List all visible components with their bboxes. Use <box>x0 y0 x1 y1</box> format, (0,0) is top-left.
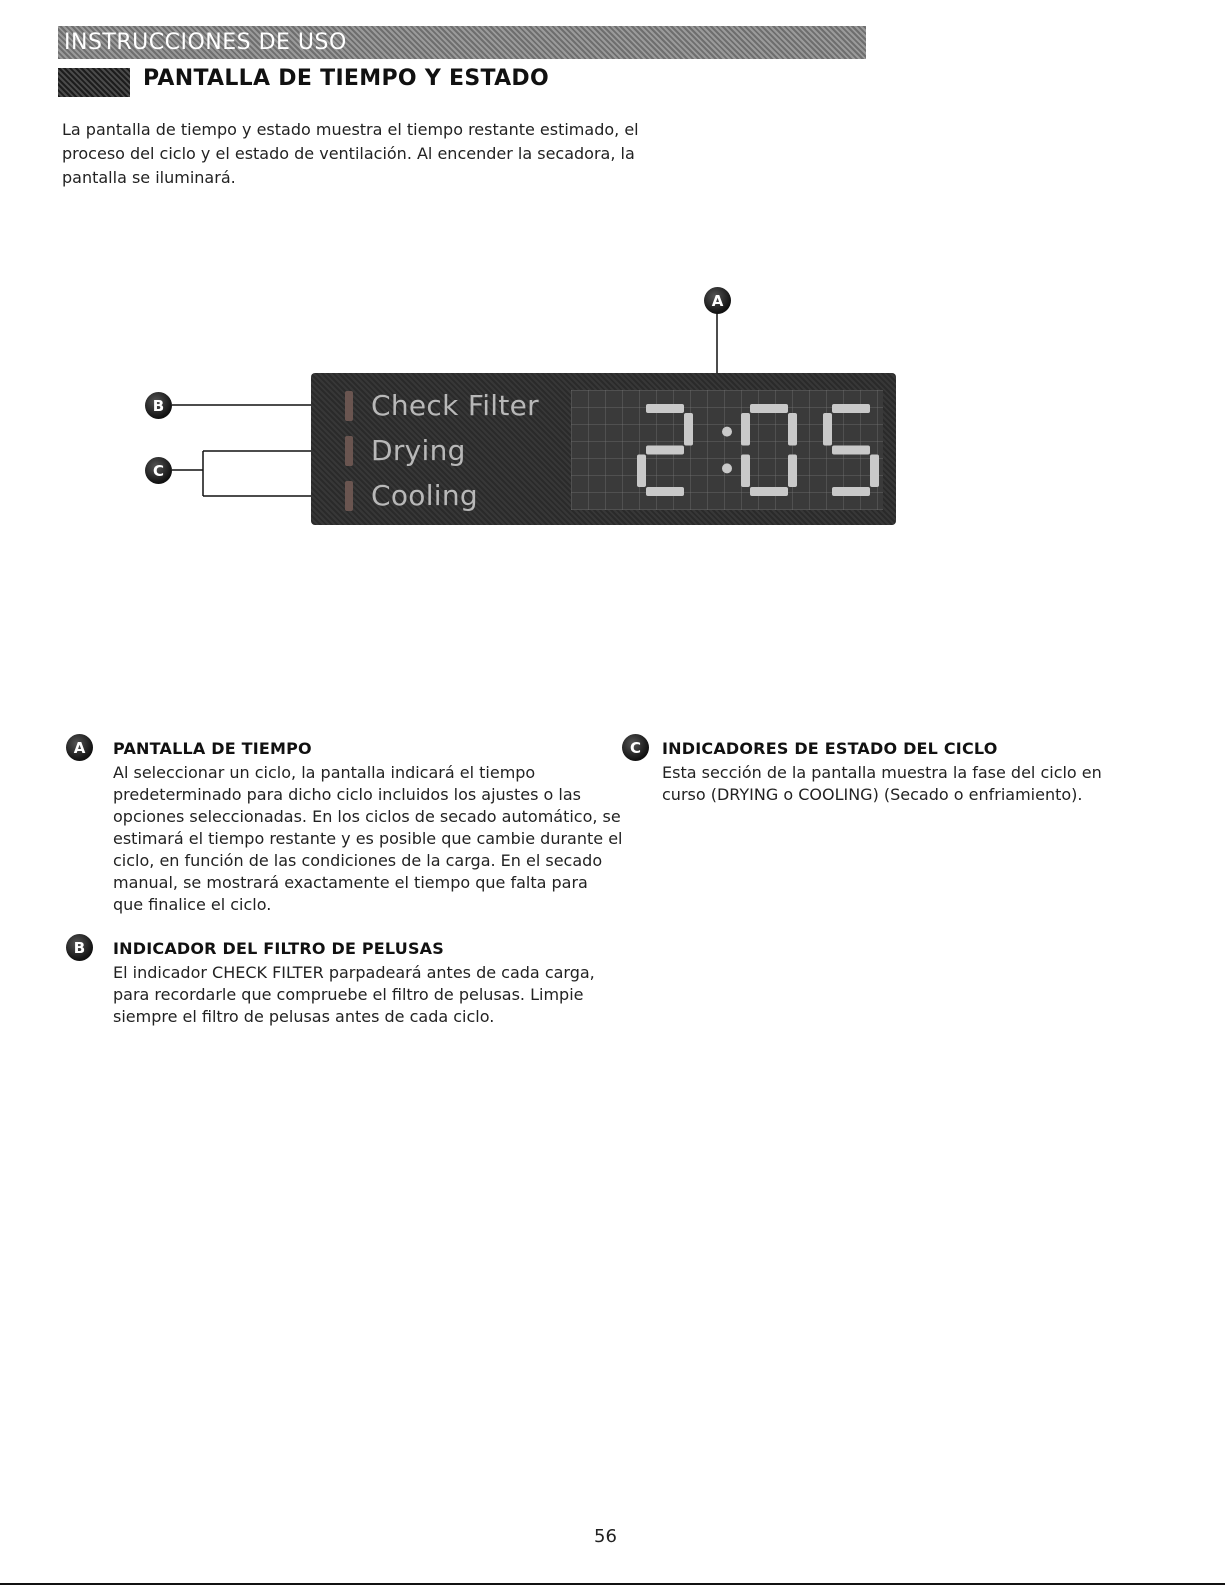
callout-a-marker: A <box>704 287 731 314</box>
drying-label: Drying <box>371 434 466 467</box>
drying-light <box>345 436 353 466</box>
digit-1-segment-c <box>788 455 797 488</box>
section-b-title: INDICADOR DEL FILTRO DE PELUSAS <box>113 939 444 958</box>
time-readout <box>571 390 883 510</box>
section-a-marker: A <box>66 734 93 761</box>
section-b <box>73 938 613 1028</box>
cooling-label: Cooling <box>371 479 478 512</box>
digit-1-segment-b <box>788 413 797 446</box>
digit-2-segment-g <box>832 446 870 455</box>
colon-dot <box>722 427 732 437</box>
check-filter-label: Check Filter <box>371 389 539 422</box>
digit-1-segment-d <box>750 487 788 496</box>
intro-paragraph: La pantalla de tiempo y estado muestra el tiempo restante estimado, el proceso del ciclo y el estado de ventilación. Al encender la secadora, la pantalla se iluminará. <box>62 120 639 187</box>
section-c <box>629 738 1132 806</box>
digit-2-segment-d <box>832 487 870 496</box>
page-number: 56 <box>594 1526 617 1547</box>
seven-segment-digits <box>571 390 883 510</box>
digit-0-segment-g <box>646 446 684 455</box>
digit-2-segment-a <box>832 404 870 413</box>
digit-0-segment-d <box>646 487 684 496</box>
section-a <box>73 738 623 916</box>
section-a-title: PANTALLA DE TIEMPO <box>113 739 312 758</box>
check-filter-light <box>345 391 353 421</box>
section-a-body: Al seleccionar un ciclo, la pantalla indicará el tiempo predeterminado para dicho ciclo incluidos los ajustes o las opciones seleccionadas. En los ciclos de secado automático, se estimará el tiempo restante y es posible que cambie durante el ciclo, en función de las condiciones de la carga. En el secado manual, se mostrará exactamente el tiempo que falta para que finalice el ciclo. <box>113 763 623 914</box>
callout-b-marker: B <box>145 392 172 419</box>
cooling-light <box>345 481 353 511</box>
section-c-marker: C <box>622 734 649 761</box>
digit-0-segment-e <box>637 455 646 488</box>
digit-2-segment-f <box>823 413 832 446</box>
time-status-display <box>311 373 896 525</box>
section-b-marker: B <box>66 934 93 961</box>
digit-2-segment-c <box>870 455 879 488</box>
section-c-title: INDICADORES DE ESTADO DEL CICLO <box>662 739 998 758</box>
section-b-body: El indicador CHECK FILTER parpadeará antes de cada carga, para recordarle que compruebe el filtro de pelusas. Limpie siempre el filtro de pelusas antes de cada ciclo. <box>113 963 595 1026</box>
digit-0-segment-b <box>684 413 693 446</box>
digit-0-segment-a <box>646 404 684 413</box>
digit-1-segment-e <box>741 455 750 488</box>
callout-c-marker: C <box>145 457 172 484</box>
page-title: PANTALLA DE TIEMPO Y ESTADO <box>143 66 549 91</box>
section-c-body: Esta sección de la pantalla muestra la fase del ciclo en curso (DRYING o COOLING) (Secado o enfriamiento). <box>662 763 1102 804</box>
digit-1-segment-f <box>741 413 750 446</box>
section-title: INSTRUCCIONES DE USO <box>64 30 347 55</box>
digit-1-segment-a <box>750 404 788 413</box>
colon-dot <box>722 463 732 473</box>
